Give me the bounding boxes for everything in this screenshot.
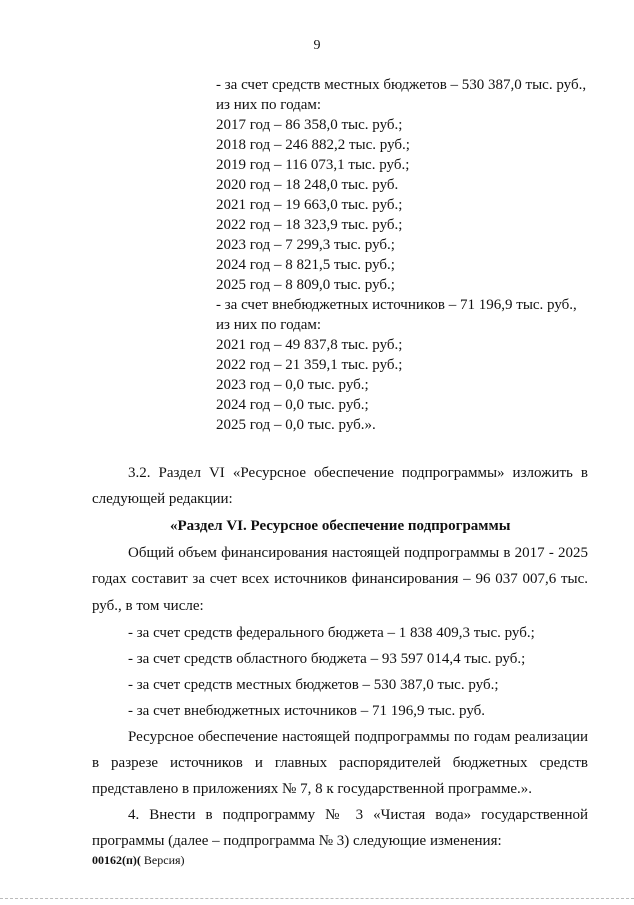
list-item: 2025 год – 0,0 тыс. руб.». [216, 417, 376, 433]
paragraph-line: руб., в том числе: [92, 598, 204, 614]
section-heading: «Раздел VI. Ресурсное обеспечение подпрограммы [170, 518, 511, 534]
paragraph-line: в разрезе источников и главных распорядителей бюджетных средств [92, 755, 588, 771]
list-item: - за счет средств федерального бюджета – 1 838 409,3 тыс. руб.; [128, 625, 535, 641]
list-item: 2022 год – 18 323,9 тыс. руб.; [216, 217, 403, 233]
list-item: 2024 год – 8 821,5 тыс. руб.; [216, 257, 395, 273]
list-item: 2021 год – 19 663,0 тыс. руб.; [216, 197, 403, 213]
list-item: - за счет средств местных бюджетов – 530 387,0 тыс. руб., [216, 77, 587, 93]
list-item: 2023 год – 0,0 тыс. руб.; [216, 377, 369, 393]
list-item: - за счет средств областного бюджета – 93 597 014,4 тыс. руб.; [128, 651, 526, 667]
footer-code: 00162(п)( [92, 853, 141, 867]
document-footer-code [92, 853, 185, 868]
paragraph-line: представлено в приложениях № 7, 8 к государственной программе.». [92, 781, 532, 797]
list-item: - за счет внебюджетных источников – 71 196,9 тыс. руб., [216, 297, 577, 313]
paragraph-line: 4. Внести в подпрограмму № 3 «Чистая вода» государственной [128, 807, 588, 823]
list-item: из них по годам: [216, 317, 322, 333]
list-item: - за счет внебюджетных источников – 71 196,9 тыс. руб. [128, 703, 486, 719]
paragraph-line: Ресурсное обеспечение настоящей подпрограммы по годам реализации [128, 729, 588, 745]
list-item: 2019 год – 116 073,1 тыс. руб.; [216, 157, 410, 173]
list-item: 2022 год – 21 359,1 тыс. руб.; [216, 357, 403, 373]
paragraph-line: годах составит за счет всех источников финансирования – 96 037 007,6 тыс. [92, 571, 588, 587]
footer-version: Версия) [140, 853, 185, 867]
list-item: 2023 год – 7 299,3 тыс. руб.; [216, 237, 395, 253]
list-item: 2020 год – 18 248,0 тыс. руб. [216, 177, 399, 193]
bottom-rule [0, 898, 634, 899]
list-item: 2025 год – 8 809,0 тыс. руб.; [216, 277, 395, 293]
paragraph-line: следующей редакции: [92, 491, 233, 507]
list-item: 2018 год – 246 882,2 тыс. руб.; [216, 137, 410, 153]
page-number: 9 [313, 38, 321, 53]
list-item: 2024 год – 0,0 тыс. руб.; [216, 397, 369, 413]
list-item: - за счет средств местных бюджетов – 530 387,0 тыс. руб.; [128, 677, 499, 693]
paragraph-line: программы (далее – подпрограмма № 3) следующие изменения: [92, 833, 502, 849]
list-item: из них по годам: [216, 97, 322, 113]
list-item: 2017 год – 86 358,0 тыс. руб.; [216, 117, 403, 133]
paragraph-line: Общий объем финансирования настоящей подпрограммы в 2017 - 2025 [128, 545, 588, 561]
paragraph-line: 3.2. Раздел VI «Ресурсное обеспечение подпрограммы» изложить в [128, 465, 588, 481]
list-item: 2021 год – 49 837,8 тыс. руб.; [216, 337, 403, 353]
